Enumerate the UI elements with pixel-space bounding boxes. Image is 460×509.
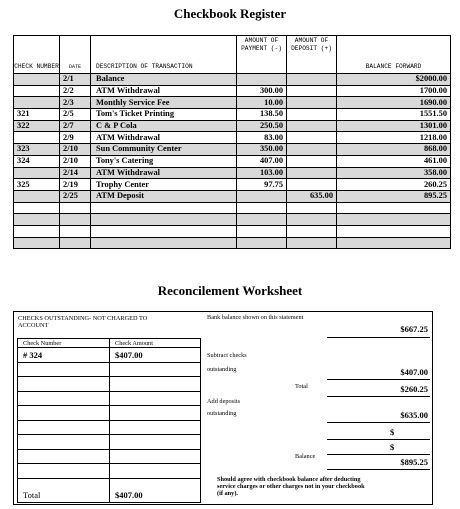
register-row xyxy=(14,120,451,132)
deposit-cell: 635.00 xyxy=(287,190,337,202)
balance-value: $895.25 xyxy=(400,457,428,467)
check-number-cell: 324 xyxy=(14,155,60,167)
payment-cell: 97.75 xyxy=(237,179,287,191)
check-number-cell xyxy=(14,132,60,144)
deposit-cell xyxy=(287,179,337,191)
outstanding-check-row xyxy=(18,348,201,363)
subtract-checks-label: Subtract checks xyxy=(207,352,247,359)
check-amount-cell xyxy=(110,449,201,464)
register-row xyxy=(14,144,451,156)
payment-cell xyxy=(237,74,287,86)
description-cell: Tony's Catering xyxy=(91,155,237,167)
checkbook-register-table xyxy=(13,35,451,249)
add-deposits-label: Add deposits xyxy=(207,398,241,405)
balance-cell xyxy=(337,237,451,249)
check-number-cell xyxy=(18,377,110,392)
register-row xyxy=(14,97,451,109)
check-number-cell xyxy=(18,420,110,435)
reconcilement-worksheet xyxy=(13,311,433,505)
outstanding-check-row xyxy=(18,391,201,406)
balance-cell: 1551.50 xyxy=(337,109,451,121)
payment-cell xyxy=(237,225,287,237)
date-cell: 2/25 xyxy=(60,190,91,202)
check-amount-cell xyxy=(110,377,201,392)
balance-cell xyxy=(337,202,451,214)
header-deposit: AMOUNT OF DEPOSIT (+) xyxy=(287,36,337,74)
outstanding-check-row xyxy=(18,420,201,435)
description-cell: ATM Withdrawal xyxy=(91,132,237,144)
outstanding-check-row xyxy=(18,449,201,464)
check-amount-cell xyxy=(110,464,201,479)
register-row xyxy=(14,214,451,226)
check-number-cell xyxy=(18,464,110,479)
date-cell: 2/3 xyxy=(60,97,91,109)
deposit-cell xyxy=(287,202,337,214)
payment-cell xyxy=(237,190,287,202)
description-cell: Tom's Ticket Printing xyxy=(91,109,237,121)
check-number-cell: 321 xyxy=(14,109,60,121)
date-cell: 2/10 xyxy=(60,155,91,167)
date-cell: 2/2 xyxy=(60,85,91,97)
date-cell xyxy=(60,225,91,237)
check-number-cell xyxy=(14,74,60,86)
check-number-cell xyxy=(14,202,60,214)
deposit-cell xyxy=(287,155,337,167)
balance-cell: 1301.00 xyxy=(337,120,451,132)
date-cell: 2/7 xyxy=(60,120,91,132)
balance-cell xyxy=(337,214,451,226)
check-amount-cell xyxy=(110,362,201,377)
outstanding-total-row xyxy=(18,478,201,502)
date-cell xyxy=(60,202,91,214)
payment-cell xyxy=(237,237,287,249)
balance-cell: 1700.00 xyxy=(337,85,451,97)
reconcile-calculation xyxy=(207,312,434,506)
outstanding-checks-table xyxy=(17,338,201,503)
date-cell: 2/1 xyxy=(60,74,91,86)
total-label: Total xyxy=(18,478,110,502)
check-number-cell: 325 xyxy=(14,179,60,191)
deposit-cell xyxy=(287,214,337,226)
payment-cell: 10.00 xyxy=(237,97,287,109)
register-row xyxy=(14,109,451,121)
date-cell: 2/10 xyxy=(60,144,91,156)
worksheet-title: Reconcilement Worksheet xyxy=(157,283,303,298)
payment-cell xyxy=(237,214,287,226)
payment-cell: 407.00 xyxy=(237,155,287,167)
deposit-cell xyxy=(287,109,337,121)
check-number-cell: 323 xyxy=(14,144,60,156)
register-row xyxy=(14,155,451,167)
header-check-number: CHECK NUMBER xyxy=(14,36,60,74)
description-cell xyxy=(91,202,237,214)
date-cell xyxy=(60,214,91,226)
check-number-cell: 322 xyxy=(14,120,60,132)
register-row xyxy=(14,74,451,86)
description-cell: C & P Cola xyxy=(91,120,237,132)
balance-cell: 1690.00 xyxy=(337,97,451,109)
check-number-cell xyxy=(14,97,60,109)
deposit-cell xyxy=(287,144,337,156)
check-number-cell xyxy=(18,449,110,464)
register-body xyxy=(14,74,451,249)
register-title: Checkbook Register xyxy=(173,6,287,21)
total-amount: $407.00 xyxy=(110,478,201,502)
header-payment: AMOUNT OF PAYMENT (-) xyxy=(237,36,287,74)
balance-cell: 461.00 xyxy=(337,155,451,167)
check-amount-cell: $407.00 xyxy=(110,348,201,363)
deposit-cell xyxy=(287,74,337,86)
subtract-value: $407.00 xyxy=(400,367,428,377)
check-amount-cell xyxy=(110,391,201,406)
description-cell: ATM Deposit xyxy=(91,190,237,202)
register-row xyxy=(14,225,451,237)
outstanding-check-row xyxy=(18,464,201,479)
balance-cell: 868.00 xyxy=(337,144,451,156)
deposit-cell xyxy=(287,225,337,237)
register-row xyxy=(14,190,451,202)
divider xyxy=(327,337,430,338)
divider xyxy=(327,396,430,397)
bank-balance-value: $667.25 xyxy=(400,324,428,334)
check-number-cell xyxy=(14,85,60,97)
description-cell xyxy=(91,225,237,237)
outstanding-check-row xyxy=(18,406,201,421)
reconcile-note: Should agree with checkbook balance after deducting service charges or other charges not in your checkbook (if any). xyxy=(217,476,365,498)
divider xyxy=(327,379,430,380)
check-number-cell: # 324 xyxy=(18,348,110,363)
description-cell: Sun Community Center xyxy=(91,144,237,156)
balance-cell: $2000.00 xyxy=(337,74,451,86)
balance-cell: 358.00 xyxy=(337,167,451,179)
outstanding-check-row xyxy=(18,362,201,377)
outstanding-checks-header: CHECKS OUTSTANDING- NOT CHARGED TO ACCOUNT xyxy=(18,315,148,329)
outstanding-label: outstanding xyxy=(207,366,237,373)
payment-cell xyxy=(237,202,287,214)
divider xyxy=(327,439,430,440)
balance-cell: 1218.00 xyxy=(337,132,451,144)
check-number-cell xyxy=(18,435,110,450)
col-check-amount: Check Amount xyxy=(110,339,201,348)
balance-label: Balance xyxy=(295,453,316,460)
description-cell xyxy=(91,237,237,249)
date-cell xyxy=(60,237,91,249)
deposit-cell xyxy=(287,132,337,144)
deposit-cell xyxy=(287,237,337,249)
blank-amount-2: $ xyxy=(390,442,395,452)
total-value: $260.25 xyxy=(400,384,428,394)
check-number-cell xyxy=(18,391,110,406)
deposit-cell xyxy=(287,167,337,179)
check-number-cell xyxy=(14,225,60,237)
description-cell: Monthly Service Fee xyxy=(91,97,237,109)
payment-cell: 138.50 xyxy=(237,109,287,121)
check-amount-cell xyxy=(110,406,201,421)
check-amount-cell xyxy=(110,435,201,450)
register-row xyxy=(14,179,451,191)
payment-cell: 83.00 xyxy=(237,132,287,144)
header-description: DESCRIPTION OF TRANSACTION xyxy=(91,36,237,74)
check-number-cell xyxy=(14,237,60,249)
divider xyxy=(327,422,430,423)
total-label: Total xyxy=(295,383,308,390)
check-number-cell xyxy=(18,406,110,421)
description-cell: Balance xyxy=(91,74,237,86)
date-cell: 2/5 xyxy=(60,109,91,121)
balance-cell xyxy=(337,225,451,237)
header-date: DATE xyxy=(60,36,91,74)
col-check-number: Check Number xyxy=(18,339,110,348)
date-cell: 2/19 xyxy=(60,179,91,191)
payment-cell: 300.00 xyxy=(237,85,287,97)
check-amount-cell xyxy=(110,420,201,435)
description-cell: ATM Withdrawal xyxy=(91,167,237,179)
deposit-cell xyxy=(287,120,337,132)
header-balance: BALANCE FORWARD xyxy=(337,36,451,74)
description-cell: Trophy Center xyxy=(91,179,237,191)
divider xyxy=(327,454,430,455)
register-row xyxy=(14,132,451,144)
description-cell xyxy=(91,214,237,226)
deposit-cell xyxy=(287,97,337,109)
outstanding-check-row xyxy=(18,377,201,392)
check-number-cell xyxy=(18,362,110,377)
check-number-cell xyxy=(14,190,60,202)
payment-cell: 350.00 xyxy=(237,144,287,156)
register-row xyxy=(14,202,451,214)
payment-cell: 103.00 xyxy=(237,167,287,179)
register-row xyxy=(14,237,451,249)
date-cell: 2/14 xyxy=(60,167,91,179)
balance-cell: 260.25 xyxy=(337,179,451,191)
payment-cell: 250.50 xyxy=(237,120,287,132)
description-cell: ATM Withdrawal xyxy=(91,85,237,97)
balance-cell: 895.25 xyxy=(337,190,451,202)
register-row xyxy=(14,167,451,179)
register-row xyxy=(14,85,451,97)
divider xyxy=(327,469,430,470)
date-cell: 2/9 xyxy=(60,132,91,144)
outstanding-label-2: outstanding xyxy=(207,410,237,417)
deposits-value: $635.00 xyxy=(400,410,428,420)
check-number-cell xyxy=(14,214,60,226)
outstanding-check-row xyxy=(18,435,201,450)
bank-balance-label: Bank balance shown on this statement xyxy=(207,314,304,321)
deposit-cell xyxy=(287,85,337,97)
check-number-cell xyxy=(14,167,60,179)
blank-amount-1: $ xyxy=(390,427,395,437)
